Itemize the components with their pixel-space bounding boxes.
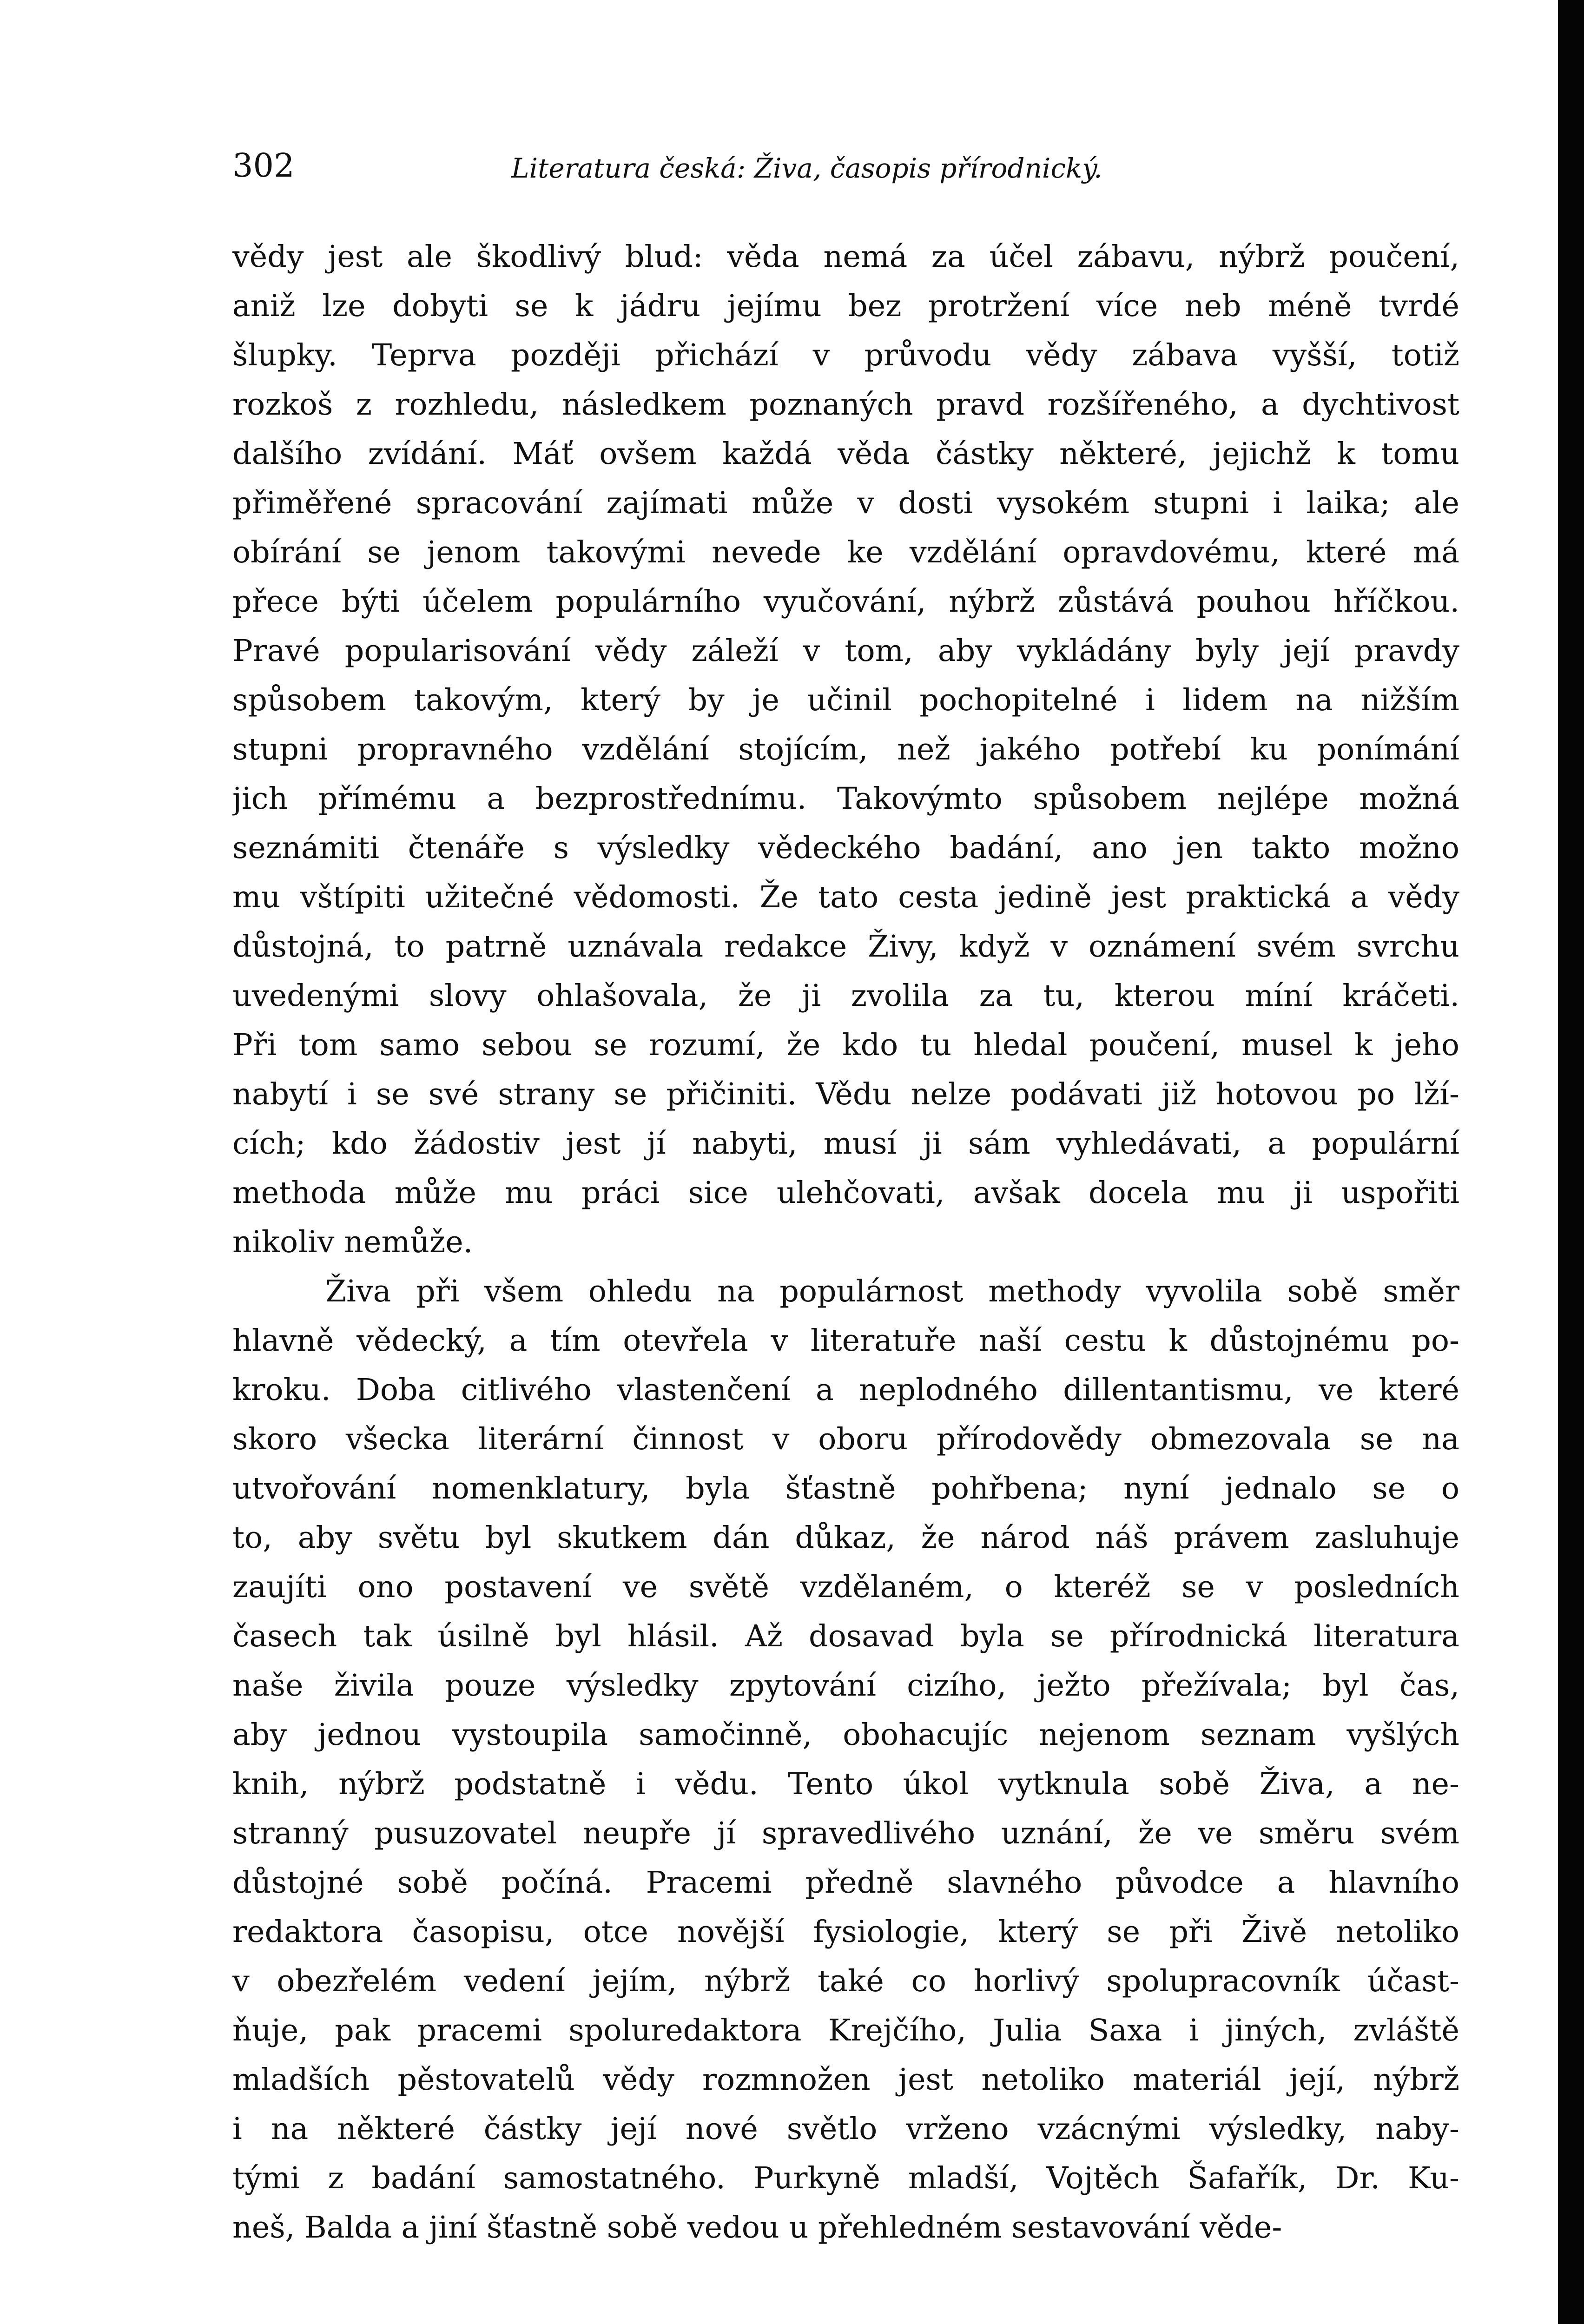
text-line: hlavně vědecký, a tím otevřela v literatuře naší cestu k důstojnému po- bbox=[232, 1323, 1459, 1358]
text-line: jich přímému a bezprostřednímu. Takovýmto spůsobem nejlépe možná bbox=[232, 781, 1459, 816]
text-line: spůsobem takovým, který by je učinil pochopitelné i lidem na nižším bbox=[232, 683, 1459, 718]
text-line: to, aby světu byl skutkem dán důkaz, že národ náš právem zasluhuje bbox=[232, 1520, 1459, 1555]
text-line: aby jednou vystoupila samočinně, obohacujíc nejenom seznam vyšlých bbox=[232, 1717, 1459, 1752]
text-line: v obezřelém vedení jejím, nýbrž také co horlivý spolupracovník účast- bbox=[232, 1964, 1459, 1999]
text-line: mu vštípiti užitečné vědomosti. Že tato cesta jedině jest praktická a vědy bbox=[232, 880, 1459, 915]
text-line: kroku. Doba citlivého vlastenčení a neplodného dillentantismu, ve které bbox=[232, 1373, 1459, 1407]
text-line: vědy jest ale škodlivý blud: věda nemá za účel zábavu, nýbrž poučení, bbox=[232, 239, 1459, 274]
text-line: stranný pusuzovatel neupře jí spravedlivého uznání, že ve směru svém bbox=[232, 1816, 1459, 1851]
page-number: 302 bbox=[232, 146, 295, 185]
text-line: nabytí i se své strany se přičiniti. Vědu nelze podávati již hotovou po lží- bbox=[232, 1077, 1459, 1112]
text-line: i na některé částky její nové světlo vrženo vzácnými výsledky, naby- bbox=[232, 2112, 1459, 2146]
text-line: časech tak úsilně byl hlásil. Až dosavad byla se přírodnická literatura bbox=[232, 1619, 1459, 1654]
text-line: rozkoš z rozhledu, následkem poznaných pravd rozšířeného, a dychtivost bbox=[232, 387, 1459, 422]
text-line: přece býti účelem populárního vyučování, nýbrž zůstává pouhou hříčkou. bbox=[232, 584, 1459, 619]
text-line: utvořování nomenklatury, byla šťastně pohřbena; nyní jednalo se o bbox=[232, 1471, 1459, 1506]
text-line: šlupky. Teprva později přichází v průvodu vědy zábava vyšší, totiž bbox=[232, 338, 1459, 373]
running-title: Literatura česká: Živa, časopis přírodnický. bbox=[511, 152, 1102, 184]
text-line: Živa při všem ohledu na populárnost methody vyvolila sobě směr bbox=[325, 1274, 1459, 1309]
scan-border bbox=[1558, 0, 1584, 2324]
text-line: cích; kdo žádostiv jest jí nabyti, musí ji sám vyhledávati, a populární bbox=[232, 1126, 1459, 1161]
text-line: uvedenými slovy ohlašovala, že ji zvolila za tu, kterou míní kráčeti. bbox=[232, 978, 1459, 1013]
text-line: ňuje, pak pracemi spoluredaktora Krejčího, Julia Saxa i jiných, zvláště bbox=[232, 2013, 1459, 2048]
text-line: naše živila pouze výsledky zpytování cizího, ježto přežívala; byl čas, bbox=[232, 1668, 1459, 1703]
text-line: Při tom samo sebou se rozumí, že kdo tu hledal poučení, musel k jeho bbox=[232, 1028, 1459, 1063]
text-line: zaujíti ono postavení ve světě vzdělaném, o kteréž se v posledních bbox=[232, 1570, 1459, 1604]
text-line: tými z badání samostatného. Purkyně mladší, Vojtěch Šafařík, Dr. Ku- bbox=[232, 2161, 1459, 2196]
paragraph-2 bbox=[232, 1267, 1459, 2252]
text-line: skoro všecka literární činnost v oboru přírodovědy obmezovala se na bbox=[232, 1422, 1459, 1457]
body-text bbox=[232, 232, 1459, 2252]
text-line: přiměřené spracování zajímati může v dosti vysokém stupni i laika; ale bbox=[232, 486, 1459, 521]
text-line: methoda může mu práci sice ulehčovati, avšak docela mu ji uspořiti bbox=[232, 1175, 1459, 1210]
text-line: redaktora časopisu, otce novější fysiologie, který se při Živě netoliko bbox=[232, 1915, 1459, 1949]
text-line: dalšího zvídání. Máť ovšem každá věda částky některé, jejichž k tomu bbox=[232, 436, 1459, 471]
text-line: seznámiti čtenáře s výsledky vědeckého badání, ano jen takto možno bbox=[232, 831, 1459, 865]
text-line: aniž lze dobyti se k jádru jejímu bez protržení více neb méně tvrdé bbox=[232, 289, 1459, 324]
text-line: knih, nýbrž podstatně i vědu. Tento úkol vytknula sobě Živa, a ne- bbox=[232, 1767, 1459, 1802]
text-line: neš, Balda a jiní šťastně sobě vedou u přehledném sestavování věde- bbox=[232, 2210, 1282, 2245]
text-line: mladších pěstovatelů vědy rozmnožen jest netoliko materiál její, nýbrž bbox=[232, 2062, 1459, 2097]
text-line: důstojné sobě počíná. Pracemi předně slavného původce a hlavního bbox=[232, 1865, 1459, 1900]
text-line: stupni propravného vzdělání stojícím, než jakého potřebí ku ponímání bbox=[232, 732, 1459, 767]
text-line: Pravé popularisování vědy záleží v tom, aby vykládány byly její pravdy bbox=[232, 634, 1459, 668]
text-line: obírání se jenom takovými nevede ke vzdělání opravdovému, které má bbox=[232, 535, 1459, 570]
text-line: důstojná, to patrně uznávala redakce Živy, když v oznámení svém svrchu bbox=[232, 929, 1459, 964]
page-header bbox=[232, 142, 1459, 198]
text-line: nikoliv nemůže. bbox=[232, 1225, 473, 1260]
paragraph-1 bbox=[232, 232, 1459, 1267]
